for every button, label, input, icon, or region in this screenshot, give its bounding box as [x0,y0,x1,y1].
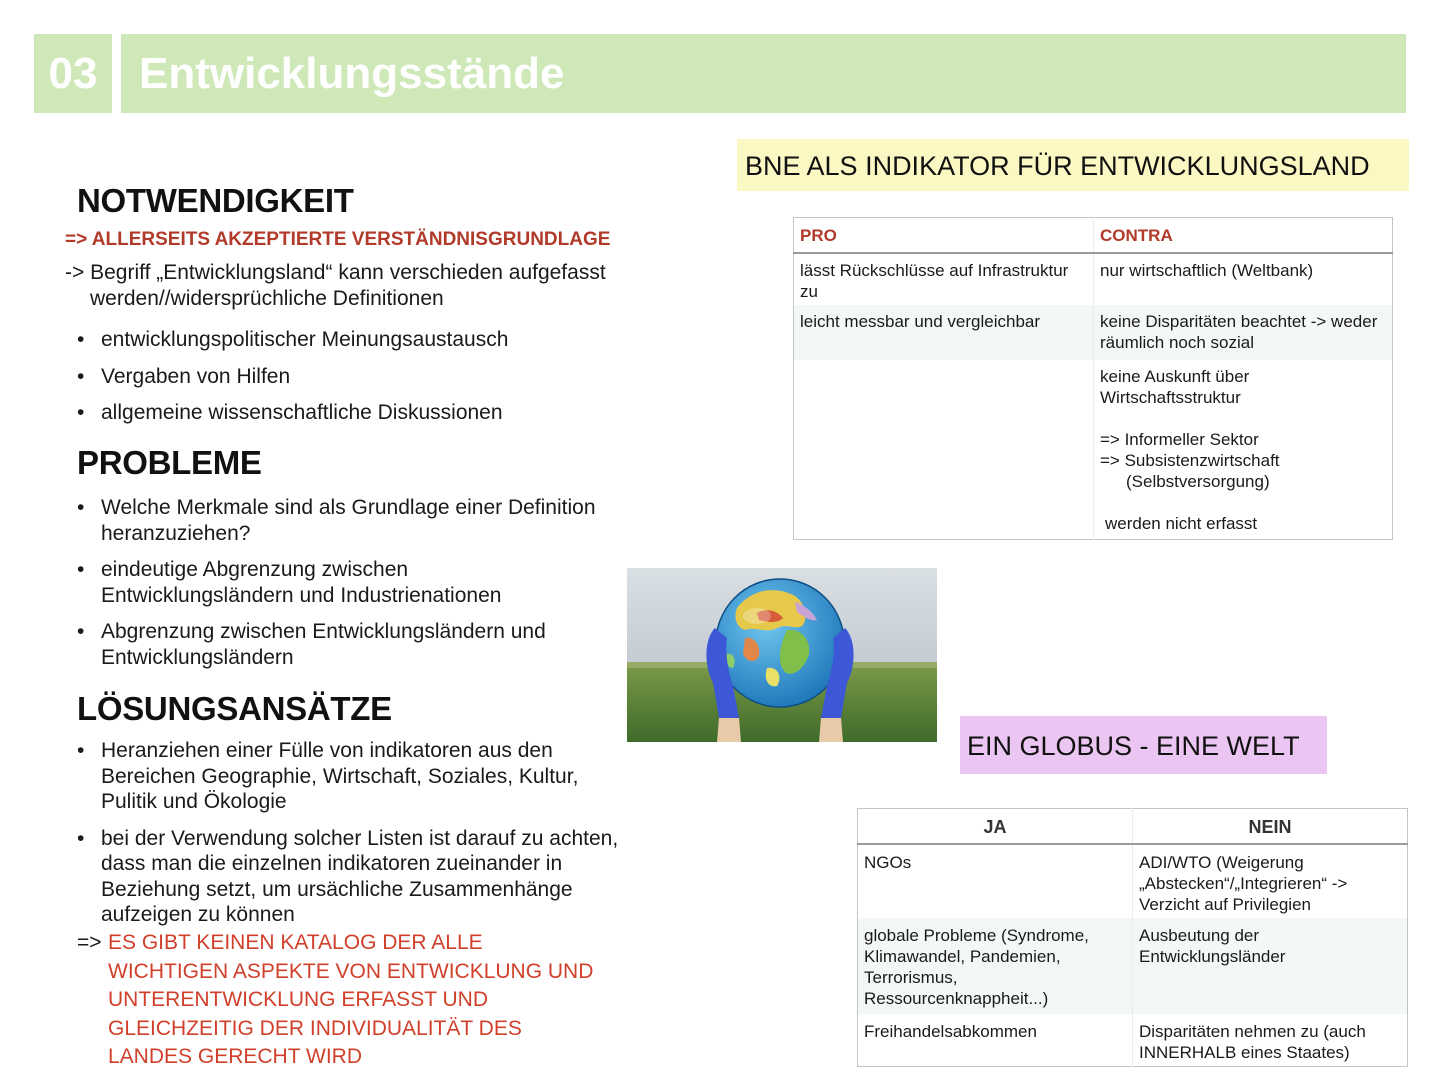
table-header-row [794,218,1393,254]
table-cell: nur wirtschaftlich (Weltbank) [1094,253,1393,305]
conclusion-line: LANDES GERECHT WIRD [108,1045,362,1068]
table-cell-empty [794,360,1094,539]
heading-bne: BNE ALS INDIKATOR FÜR ENTWICKLUNGSLAND [737,139,1409,191]
table-row [858,918,1408,1014]
statement-line-2: werden//widersprüchliche Definitionen [90,287,444,310]
column-header-pro: PRO [794,218,1094,254]
probleme-list [77,495,597,670]
page-title: Entwicklungsstände [121,34,1406,113]
conclusion-line: UNTERENTWICKLUNG ERFASST UND [108,988,488,1011]
table-cell: Ausbeutung der Entwicklungsländer [1133,918,1408,1014]
spacer [1100,492,1386,513]
table-row [794,253,1393,305]
table-cell [1094,360,1393,539]
list-item: • Abgrenzung zwischen Entwicklungsländern und Entwicklungsländern [77,619,597,670]
table-cell: Freihandelsabkommen [864,1022,1037,1041]
section-number: 03 [34,34,112,113]
list-item: • Vergaben von Hilfen [77,364,508,390]
table-cell: leicht messbar und vergleichbar [794,305,1094,360]
globus-ja-nein-table [857,808,1408,1067]
table-cell: globale Probleme (Syndrome, Klimawandel, Pandemien, Terrorismus, Ressourcenknappheit...) [858,918,1133,1014]
column-header-ja: JA [858,809,1133,845]
table-cell: Disparitäten nehmen zu (auch INNERHALB eines Staates) [1133,1014,1408,1066]
conclusion-line: WICHTIGEN ASPEKTE VON ENTWICKLUNG UND [108,959,594,983]
subheading-verstaendnisgrundlage: => ALLERSEITS AKZEPTIERTE VERSTÄNDNISGRUNDLAGE [65,229,611,250]
column-header-nein: NEIN [1133,809,1408,845]
table-row [794,360,1393,539]
heading-globus: EIN GLOBUS - EINE WELT [960,716,1327,774]
loesungsansaetze-list [77,738,625,928]
contra-end: werden nicht erfasst [1105,514,1258,533]
table-row [858,1014,1408,1066]
list-item: • Heranziehen einer Fülle von indikatoren aus den Bereichen Geographie, Wirtschaft, Soziales, Kultur, Pulitik und Ökologie [77,738,625,815]
list-item: • entwicklungspolitischer Meinungsaustausch [77,327,508,353]
statement-begriff [65,260,685,312]
contra-sub-item: => Informeller Sektor [1100,430,1259,449]
list-item: • bei der Verwendung solcher Listen ist darauf zu achten, dass man die einzelnen indikatoren zueinander in Beziehung setzt, um ursächliche Zusammenhänge aufzeigen zu können [77,826,625,928]
table-cell: keine Disparitäten beachtet -> weder räumlich noch sozial [1094,305,1393,360]
heading-notwendigkeit: NOTWENDIGKEIT [77,182,354,219]
list-item: • eindeutige Abgrenzung zwischen Entwicklungsländern und Industrienationen [77,557,597,608]
table-cell: ADI/WTO (Weigerung „Abstecken“/„Integrieren“ -> Verzicht auf Privilegien [1133,844,1408,918]
bne-pro-contra-table [793,217,1393,540]
table-cell: lässt Rückschlüsse auf Infrastruktur zu [800,261,1069,301]
table-row [794,305,1393,360]
conclusion-arrow: => [77,931,102,954]
list-item: • allgemeine wissenschaftliche Diskussionen [77,400,508,426]
statement-line-1: -> Begriff „Entwicklungsland“ kann verschieden aufgefasst [65,261,606,284]
contra-text: keine Auskunft über Wirtschaftsstruktur [1100,367,1250,407]
conclusion-line: ES GIBT KEINEN KATALOG DER ALLE [108,931,483,954]
table-row [858,844,1408,918]
notwendigkeit-list [77,327,508,426]
table-cell: NGOs [864,853,912,872]
spacer [1100,408,1386,429]
heading-loesungsansaetze: LÖSUNGSANSÄTZE [77,690,392,727]
conclusion [77,929,637,1072]
table-header-row [858,809,1408,845]
column-header-contra: CONTRA [1094,218,1393,254]
list-item: • Welche Merkmale sind als Grundlage einer Definition heranzuziehen? [77,495,597,546]
globe-illustration [627,568,937,742]
conclusion-line: GLEICHZEITIG DER INDIVIDUALITÄT DES [108,1016,522,1040]
contra-sub-item: => Subsistenzwirtschaft [1100,451,1280,470]
contra-sub-item: (Selbstversorgung) [1126,472,1270,491]
globe-in-hands-photo [627,568,937,742]
heading-probleme: PROBLEME [77,444,262,481]
